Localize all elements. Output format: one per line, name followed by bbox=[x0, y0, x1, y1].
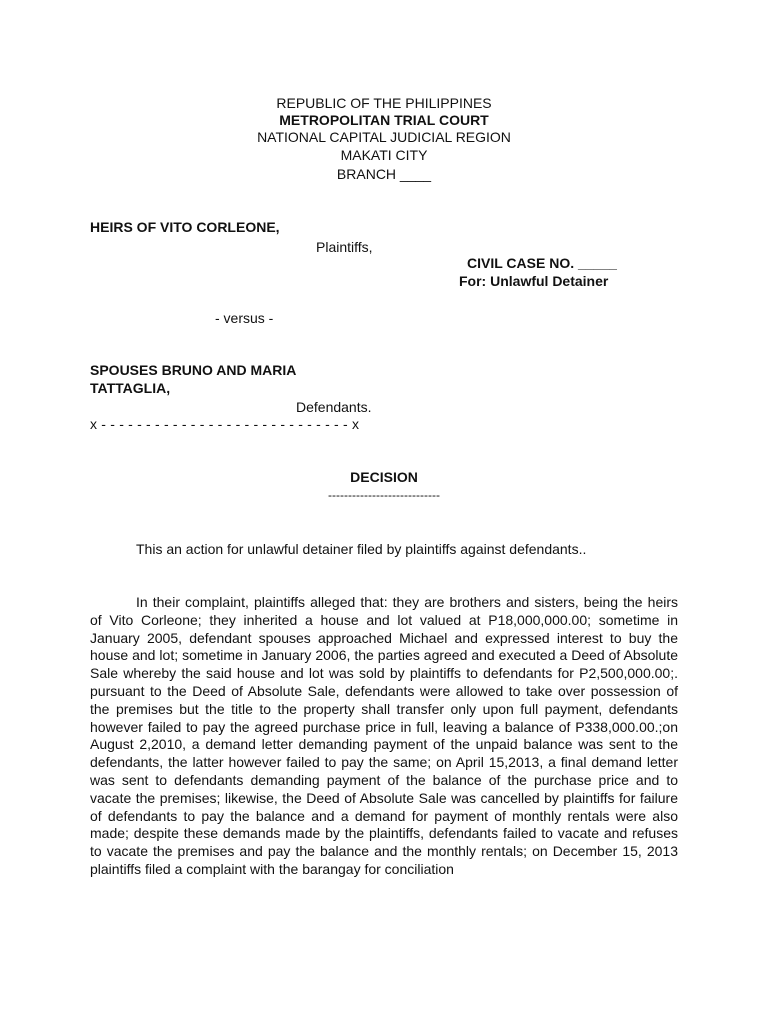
defendant-name-line2: TATTAGLIA, bbox=[90, 380, 171, 396]
header-court: METROPOLITAN TRIAL COURT bbox=[279, 112, 489, 128]
complaint-paragraph: In their complaint, plaintiffs alleged that: they are brothers and sisters, being the heirs of Vito Corleone; they inherited a house and lot valued at P18,000,000.00; sometime in January 2005, defendant spouses approached Michael and expressed interest to buy the house and lot; sometime in January 2006, the parties agreed and executed a Deed of Absolute Sale whereby the said house and lot was sold by plaintiffs to defendants for P2,500,000.00;. pursuant to the Deed of Absolute Sale, defendants were allowed to take over possession of the premises but the title to the property shall transfer only upon full payment, defendants however failed to pay the agreed purchase price in full, leaving a balance of P338,000.00.;on August 2,2010, a demand letter demanding payment of the unpaid balance was sent to the defendants, the latter however failed to pay the same; on April 15,2013, a final demand letter was sent to defendants demanding payment of the balance of the purchase price and to vacate the premises; likewise, the Deed of Absolute Sale was cancelled by plaintiffs for failure of defendants to pay the balance and a demand for payment of monthly rentals were also made; despite these demands made by the plaintiffs, defendants failed to vacate and refuses to vacate the premises and pay the balance and the monthly rentals; on December 15, 2013 plaintiffs filed a complaint with the barangay for conciliation bbox=[90, 594, 678, 877]
caption-separator: x - - - - - - - - - - - - - - - - - - - - - - - - - - - - x bbox=[90, 416, 360, 432]
plaintiff-name: HEIRS OF VITO CORLEONE, bbox=[90, 219, 280, 235]
defendant-name-line1: SPOUSES BRUNO AND MARIA bbox=[90, 362, 297, 378]
decision-title: DECISION bbox=[350, 469, 418, 485]
case-number: CIVIL CASE NO. _____ bbox=[467, 255, 617, 271]
decision-title-underline: ---------------------------- bbox=[328, 488, 440, 502]
header-republic: REPUBLIC OF THE PHILIPPINES bbox=[276, 95, 492, 111]
case-nature: For: Unlawful Detainer bbox=[459, 273, 609, 289]
intro-paragraph: This an action for unlawful detainer filed by plaintiffs against defendants.. bbox=[136, 541, 587, 557]
versus-label: - versus - bbox=[215, 310, 274, 326]
header-region: NATIONAL CAPITAL JUDICIAL REGION bbox=[257, 129, 511, 145]
plaintiff-role: Plaintiffs, bbox=[316, 239, 373, 255]
header-city: MAKATI CITY bbox=[340, 147, 428, 163]
header-branch: BRANCH ____ bbox=[336, 166, 432, 182]
defendant-role: Defendants. bbox=[296, 399, 372, 415]
